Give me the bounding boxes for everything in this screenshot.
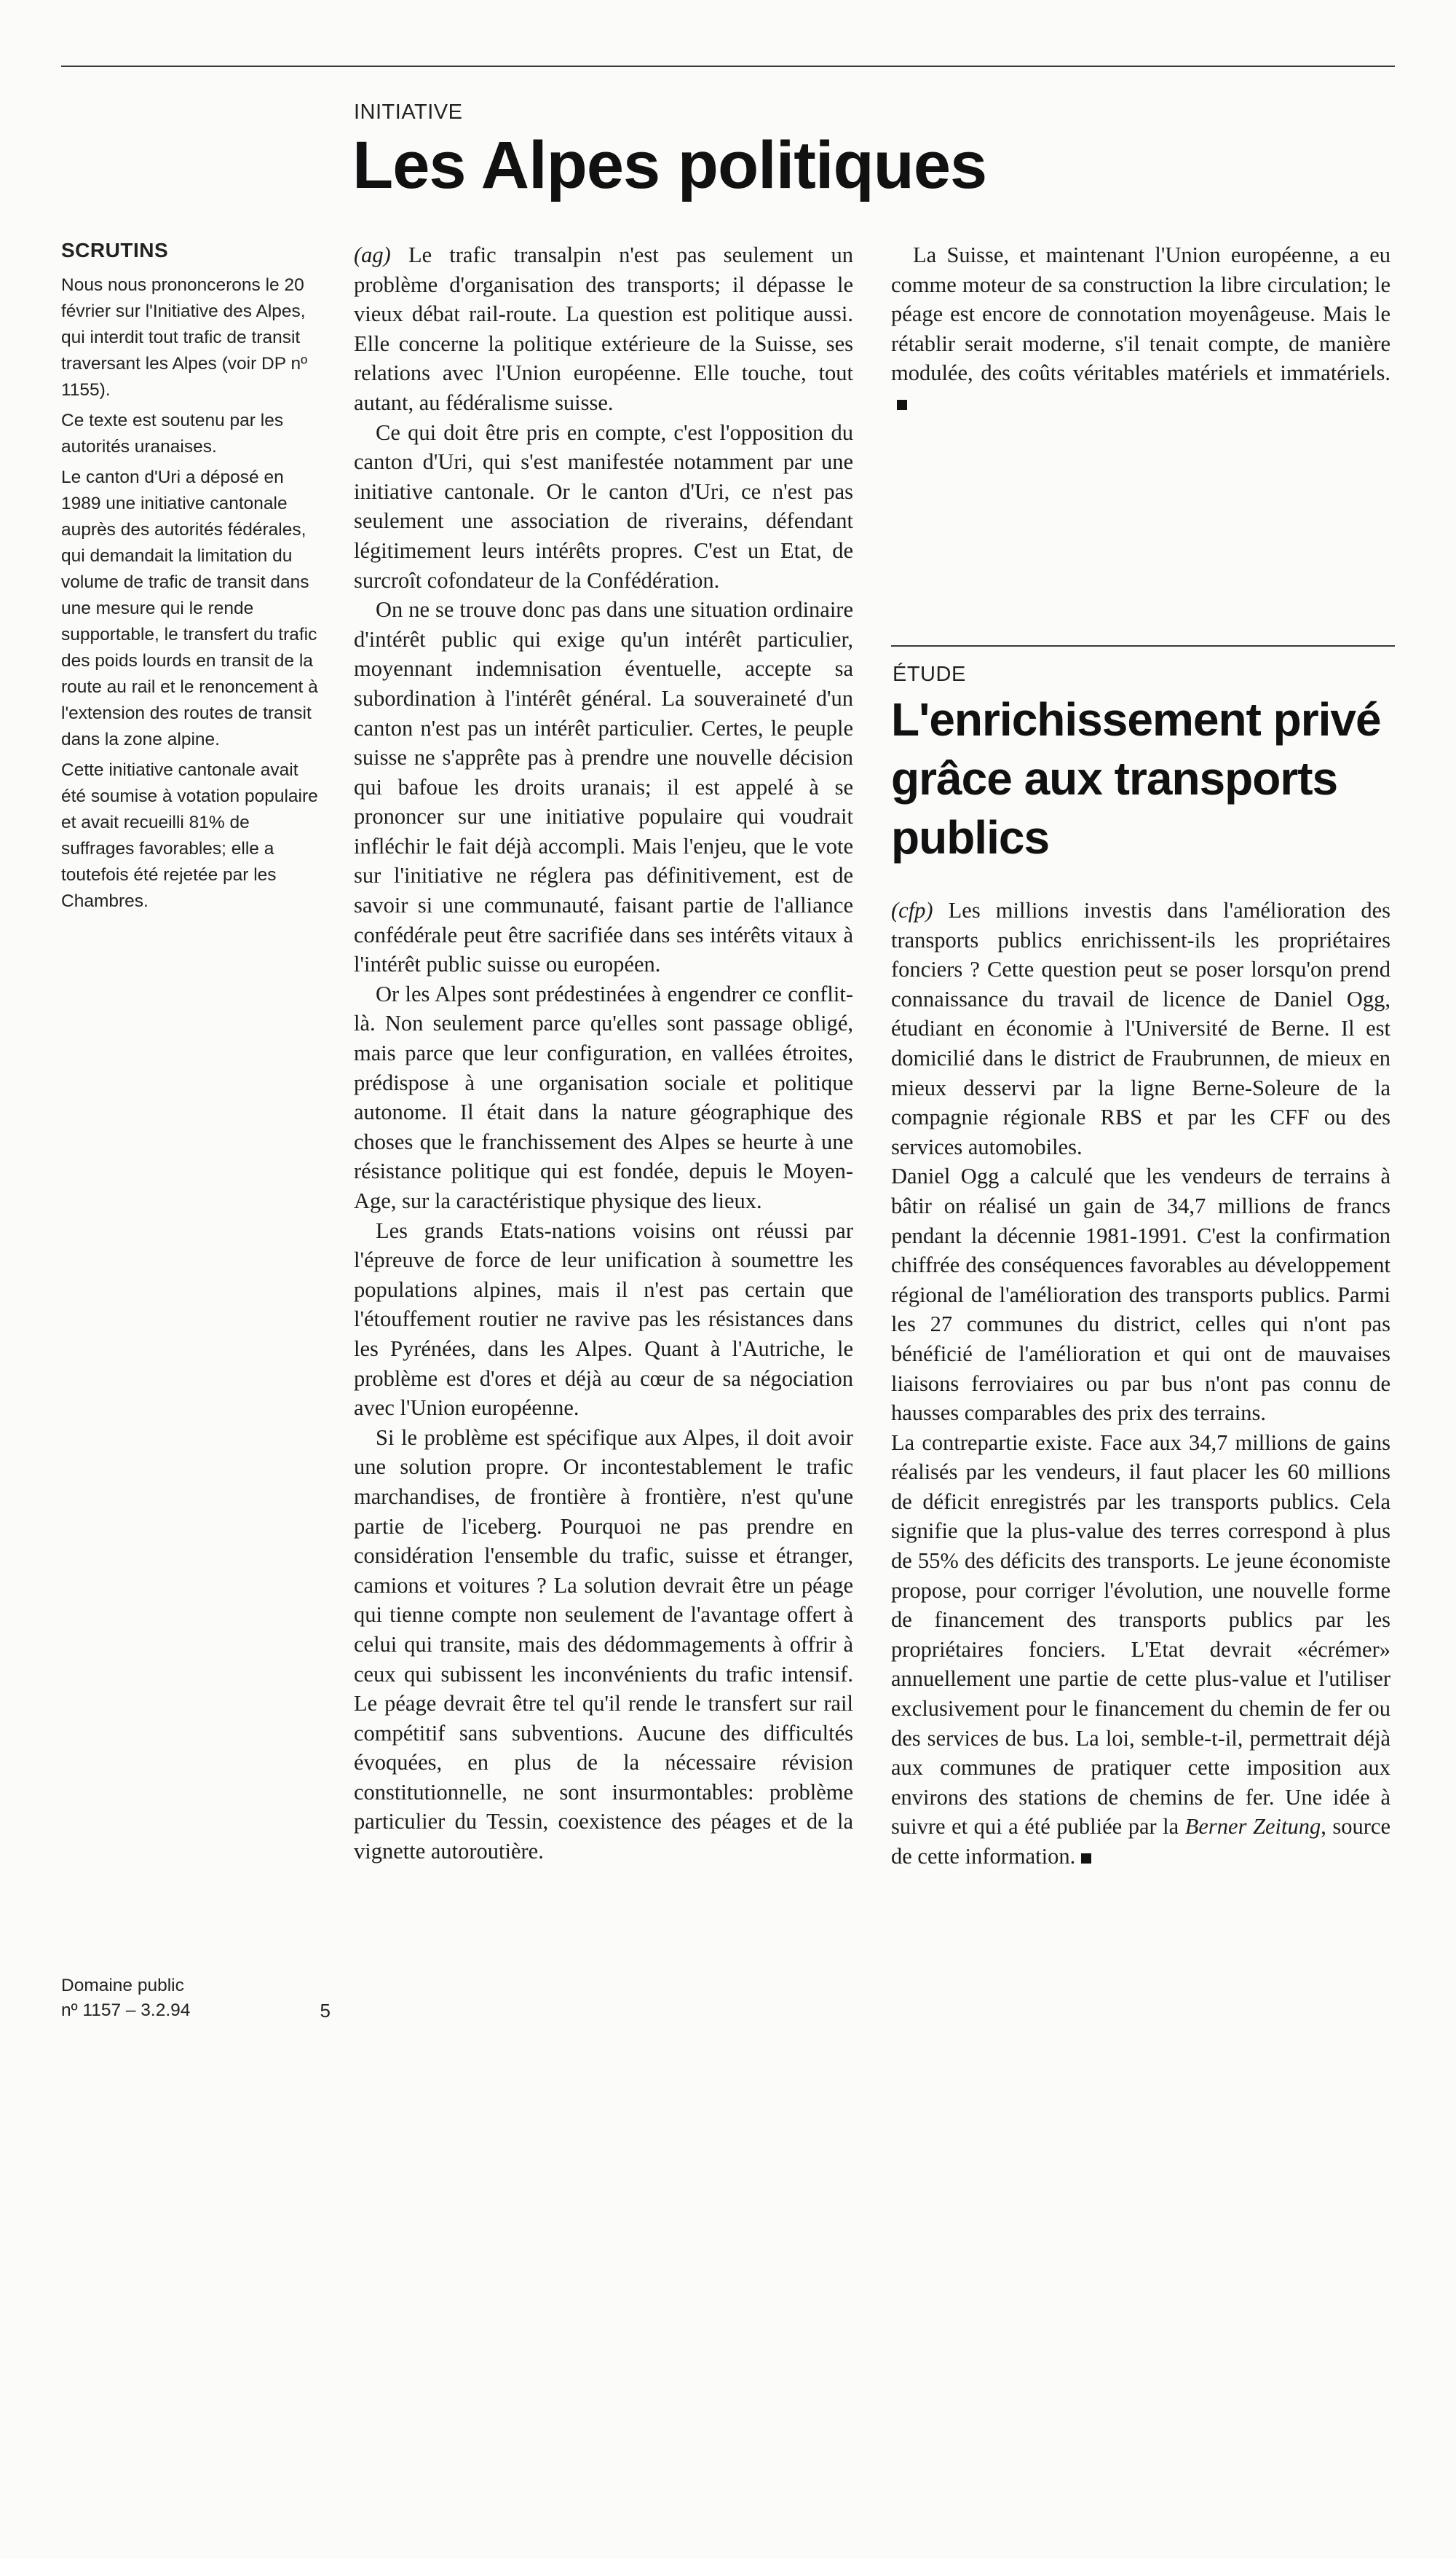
article2-kicker: ÉTUDE — [893, 663, 966, 686]
newspaper-name: Berner Zeitung — [1184, 1814, 1321, 1840]
article1-column-2 — [891, 240, 1390, 418]
article2-lead-tag: (cfp) — [891, 898, 933, 923]
article1-column-1 — [354, 240, 853, 2559]
article1-kicker: INITIATIVE — [354, 100, 463, 124]
article1-lead-tag: (ag) — [354, 243, 391, 267]
issue-info: nº 1157 – 3.2.94 — [61, 2000, 191, 2020]
article1-title: Les Alpes politiques — [352, 128, 987, 202]
end-mark-icon — [1081, 1853, 1091, 1864]
sidebar-paragraph: Nous nous prononcerons le 20 février sur l'Initiative des Alpes, qui interdit tout trafic de transit traversant les Alpes (voir DP nº 1155). — [61, 275, 308, 400]
article1-paragraph: Ce qui doit être pris en compte, c'est l'opposition du canton d'Uri, qui s'est manifestée notamment par une initiative cantonale. Or le canton d'Uri, ce n'est pas seulement une association de riverains, défendant légitimement leurs intérêts propres. C'est un Etat, de surcroît cofondateur de la Confédération. — [354, 419, 853, 593]
publication-name: Domaine public — [61, 1976, 184, 1995]
article2-title: L'enrichissement privé grâce aux transports publics — [891, 693, 1381, 864]
article2-paragraph: Daniel Ogg a calculé que les vendeurs de terrains à bâtir on réalisé un gain de 34,7 millions de francs pendant la décennie 1981-1991. C'est la confirmation chiffrée des conséquences favorables au développement régional de l'amélioration des transports publics. Parmi les 27 communes du district, celles qui n'ont pas bénéficié de l'amélioration et qui ont de mauvaises liaisons ferroviaires ou par bus n'ont pas connu de hausses comparables des prix des terrains. — [891, 1164, 1390, 1426]
sidebar-title: SCRUTINS — [61, 239, 169, 261]
sidebar-scrutins — [61, 237, 320, 919]
sidebar-paragraph: Ce texte est soutenu par les autorités uranaises. — [61, 411, 284, 457]
article1-paragraph-continues: Si le problème est spécifique aux Alpes, il doit avoir une solution propre. Or incontestablement le trafic marchandises, de frontière à frontière, n'est qu'une partie de l'iceberg. Pourquoi ne pas prendre en considération l'ensemble du trafic, suisse et étranger, camions et voitures ? La solution devrait être un péage qui tienne compte non seulement de l'avantage offert à celui qui transite, mais des dédommagements à offrir à ceux qui subissent les inconvénients du trafic intensif. Le péage devrait être tel qu'il rende le transfert sur rail compétitif sans subventions. Aucune des difficultés évoquées, en plus de la nécessaire révision constitutionnelle, ne sont insurmontables: problème particulier du Tessin, coexistence des péages et de la vignette autoroutière. — [354, 1424, 853, 1864]
article2-paragraph: La contrepartie existe. Face aux 34,7 millions de gains réalisés par les vendeurs, il faut placer les 60 millions de déficit enregistrés par les transports publics. Cela signifie que la plus-value des terres correspond à plus de 55% des déficits des transports. Le jeune économiste propose, pour corriger l'évolution, une nouvelle forme de financement des transports publics par les propriétaires fonciers. L'Etat devrait «écrémer» annuellement une partie de cette plus-value et l'utiliser exclusivement pour le financement du chemin de fer ou des services de bus. La loi, semble-t-il, permettrait déjà aux communes de pratiquer cette imposition aux environs des stations de chemins de fer. Une idée à suivre et qui a été publiée par la Berner Zeitung, source de cette information. — [891, 1430, 1390, 1869]
article1-paragraph: (ag) Le trafic transalpin n'est pas seulement un problème d'organisation des transports; il dépasse le vieux débat rail-route. La question est politique aussi. Elle concerne la politique extérieure de la Suisse, ses relations avec l'Union européenne. Elle touche, tout autant, au fédéralisme suisse. — [354, 243, 853, 415]
article2-column — [891, 896, 1390, 1872]
page-number: 5 — [320, 2000, 331, 2022]
sidebar-paragraph: Cette initiative cantonale avait été soumise à votation populaire et avait recueilli 81% de suffrages favorables; elle a toutefois été rejetée par les Chambres. — [61, 760, 318, 911]
article2-rule — [891, 645, 1395, 647]
article1-paragraph: On ne se trouve donc pas dans une situation ordinaire d'intérêt public qui exige qu'un intérêt particulier, moyennant indemnisation éventuelle, accepte sa subordination à l'intérêt général. La souveraineté d'un canton n'est pas un intérêt particulier. Certes, le peuple suisse ne s'apprête pas à prendre une nouvelle décision qui bafoue les droits uranais; il est appelé à se prononcer sur une initiative populaire qui voudrait infléchir le fait déjà accompli. Mais l'enjeu, que le vote sur l'initiative ne réglera pas définitivement, est de savoir si une communauté, faisant partie de l'alliance confédérale peut être sacrifiée dans ses intérêts vitaux à l'intérêt public suisse ou européen. — [354, 597, 853, 977]
article1-paragraph: La Suisse, et maintenant l'Union européenne, a eu comme moteur de sa construction la libre circulation; le péage est encore de connotation moyenâgeuse. Mais le rétablir serait moderne, s'il tenait compte, de manière modulée, des coûts véritables matériels et immatériels. — [891, 240, 1390, 418]
article2-paragraph: (cfp) Les millions investis dans l'amélioration des transports publics enrichissent-ils les propriétaires fonciers ? Cette question peut se poser lorsqu'on prend connaissance du travail de licence de Daniel Ogg, étudiant en économie à l'Université de Berne. Il est domicilié dans le district de Fraubrunnen, de mieux en mieux desservi par la ligne Berne-Soleure de la compagnie régionale RBS et par les CFF ou des services automobiles. — [891, 898, 1390, 1159]
article1-paragraph: Les grands Etats-nations voisins ont réussi par l'épreuve de force de leur unification à soumettre les populations alpines, mais il n'est pas certain que l'étouffement routier ne ravive pas les résistances dans les Pyrénées, dans les Alpes. Quant à l'Autriche, le problème est d'ores et déjà au cœur de sa négociation avec l'Union européenne. — [354, 1218, 853, 1421]
page-footer — [61, 1974, 331, 2023]
sidebar-paragraph: Le canton d'Uri a déposé en 1989 une initiative cantonale auprès des autorités fédérales, qui demandait la limitation du volume de trafic de transit dans une mesure qui le rende supportable, le transfert du trafic des poids lourds en transit de la route au rail et le renoncement à l'extension des routes de transit dans la zone alpine. — [61, 468, 318, 749]
end-mark-icon — [897, 400, 907, 410]
top-rule — [61, 66, 1395, 67]
article1-paragraph: Or les Alpes sont prédestinées à engendrer ce conflit-là. Non seulement parce qu'elles sont passage obligé, mais parce que leur configuration, en vallées étroites, prédispose à une organisation sociale et politique autonome. Il était dans la nature géographique des choses que le franchissement des Alpes se heurte à une résistance politique qui est fondée, depuis le Moyen-Age, sur la caractéristique physique des lieux. — [354, 981, 853, 1213]
